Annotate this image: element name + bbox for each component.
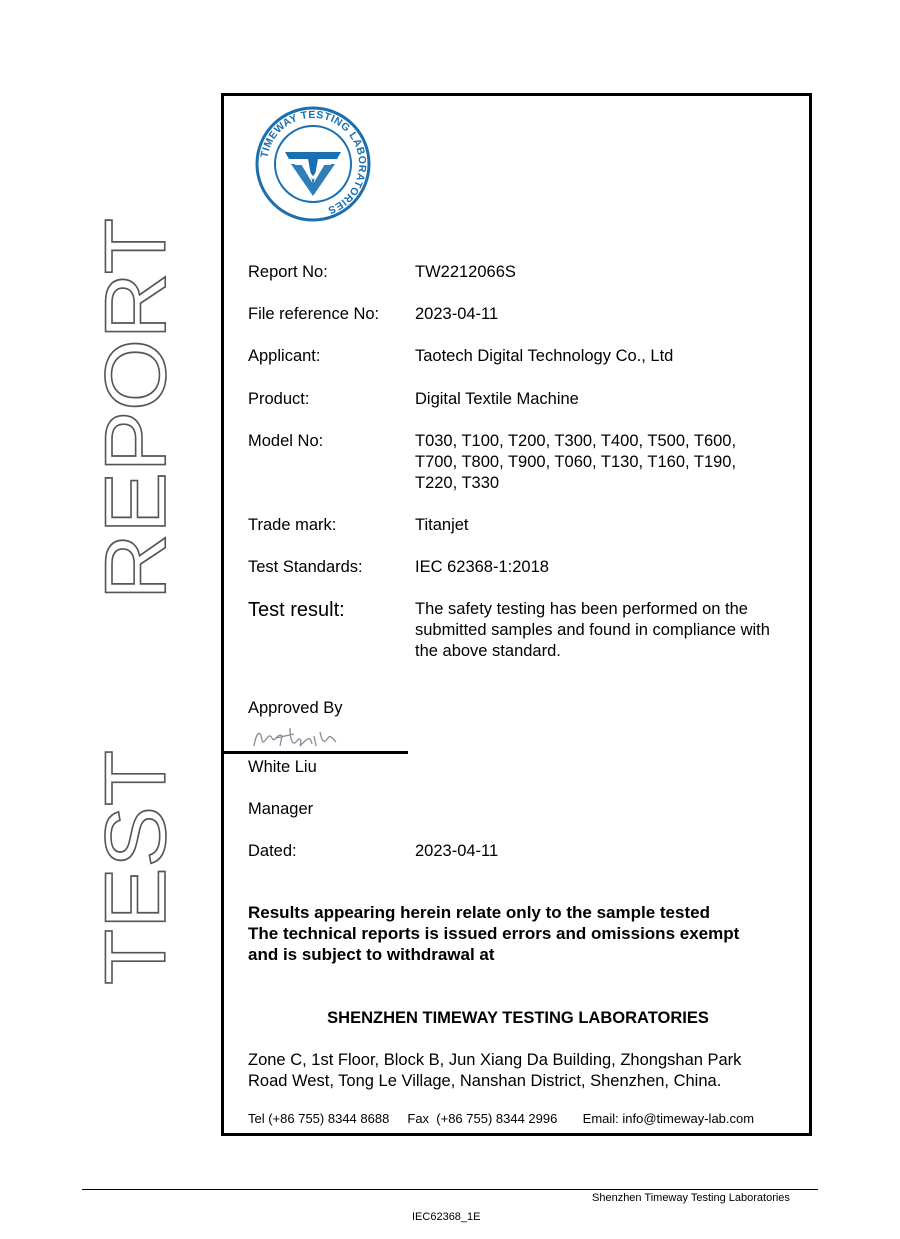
disclaimer-line: The technical reports is issued errors and omissions exempt: [248, 924, 740, 943]
side-title: [0, 0, 220, 1239]
result-label: Test result:: [248, 599, 345, 621]
address-line: Road West, Tong Le Village, Nanshan District, Shenzhen, China.: [248, 1072, 722, 1090]
result-line: submitted samples and found in compliance with: [415, 621, 770, 639]
trade-mark-value: Titanjet: [415, 516, 469, 534]
trade-mark-label: Trade mark:: [248, 516, 337, 534]
logo-ring-text: TIMEWAY TESTING LABORATORIES: [258, 108, 369, 217]
product-label: Product:: [248, 390, 310, 408]
model-line: T700, T800, T900, T060, T130, T160, T190,: [415, 453, 737, 471]
footer-divider: [82, 1189, 818, 1190]
model-line: T220, T330: [415, 474, 500, 492]
model-label: Model No:: [248, 432, 324, 450]
result-line: the above standard.: [415, 642, 561, 660]
applicant-value: Taotech Digital Technology Co., Ltd: [415, 347, 674, 365]
lab-contact: [248, 1111, 754, 1126]
approved-by-label: Approved By: [248, 699, 343, 717]
file-ref-label: File reference No:: [248, 305, 380, 323]
footer-doc-code: IEC62368_1E: [412, 1211, 481, 1223]
lab-tel: Tel (+86 755) 8344 8688: [248, 1111, 390, 1126]
standards-label: Test Standards:: [248, 558, 363, 576]
file-ref-value: 2023-04-11: [415, 305, 499, 323]
applicant-label: Applicant:: [248, 347, 321, 365]
lab-fax: Fax (+86 755) 8344 2996: [407, 1111, 558, 1126]
footer-lab: Shenzhen Timeway Testing Laboratories: [592, 1192, 790, 1204]
timeway-logo-icon: [255, 106, 371, 222]
model-line: T030, T100, T200, T300, T400, T500, T600,: [415, 432, 737, 450]
result-line: The safety testing has been performed on the: [415, 600, 748, 618]
approver-title: Manager: [248, 800, 314, 818]
lab-address: [248, 1050, 808, 1092]
side-title-test: TEST: [88, 765, 184, 985]
product-value: Digital Textile Machine: [415, 390, 579, 408]
standards-value: IEC 62368-1:2018: [415, 558, 549, 576]
disclaimer: [248, 902, 808, 965]
model-value: [415, 431, 810, 494]
report-no-label: Report No:: [248, 263, 328, 281]
dated-value: 2023-04-11: [415, 842, 499, 860]
approver-name: White Liu: [248, 758, 317, 776]
address-line: Zone C, 1st Floor, Block B, Jun Xiang Da Building, Zhongshan Park: [248, 1051, 742, 1069]
signature-line: [223, 751, 408, 754]
dated-label: Dated:: [248, 842, 297, 860]
lab-email: Email: info@timeway-lab.com: [582, 1111, 755, 1126]
result-value: [415, 599, 810, 662]
disclaimer-line: Results appearing herein relate only to the sample tested: [248, 903, 710, 922]
report-no-value: TW2212066S: [415, 263, 516, 281]
signature-icon: [250, 720, 350, 752]
disclaimer-line: and is subject to withdrawal at: [248, 945, 495, 964]
lab-name: SHENZHEN TIMEWAY TESTING LABORATORIES: [327, 1009, 709, 1027]
side-title-report: REPORT: [88, 243, 184, 600]
